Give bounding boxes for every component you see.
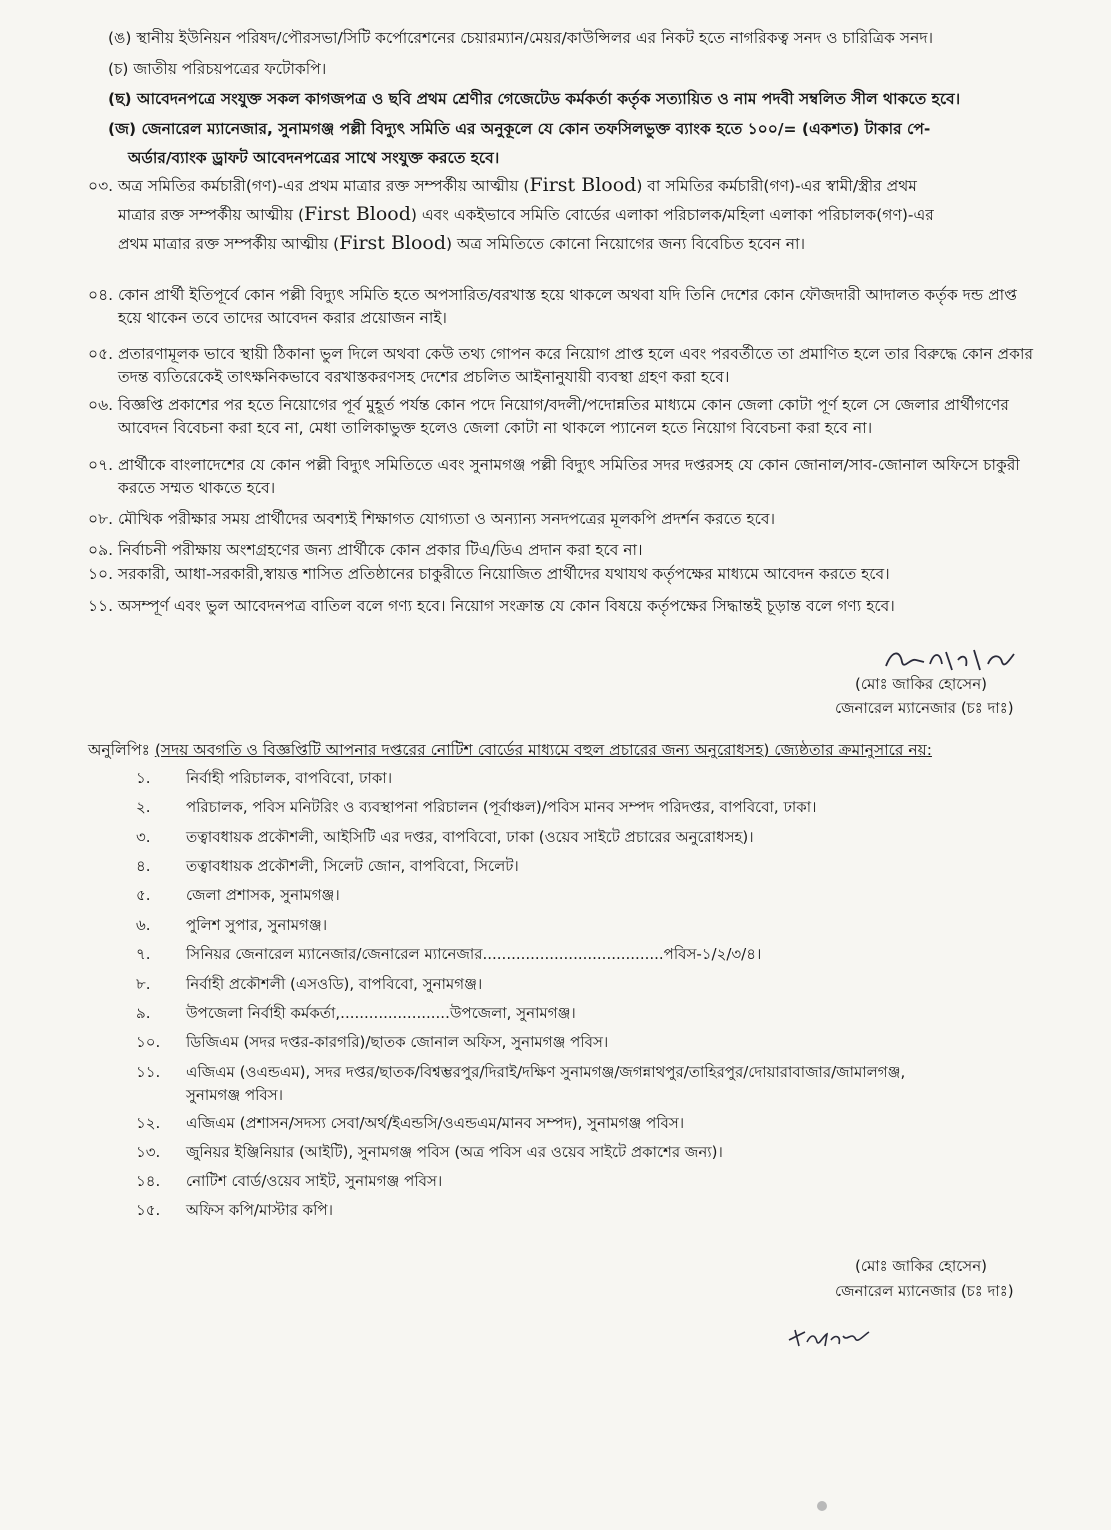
- cc-item-2: ২. পরিচালক, পবিস মনিটরিং ও ব্যবস্থাপনা পরিচালন (পূর্বাঞ্চল)/পবিস মানব সম্পদ পরিদপ্তর, বাপবিবো, ঢাকা।: [136, 798, 817, 816]
- cc-item-7: ৭. সিনিয়র জেনারেল ম্যানেজার/জেনারেল ম্যানেজার......................................পবিস-১/২/৩/৪।: [136, 945, 762, 963]
- cc-item-3: ৩. তত্বাবধায়ক প্রকৌশলী, আইসিটি এর দপ্তর, বাপবিবো, ঢাকা (ওয়েব সাইটে প্রচারের অনুরোধসহ)।: [136, 828, 754, 846]
- cc-item-8: ৮. নির্বাহী প্রকৌশলী (এসওডি), বাপবিবো, সুনামগঞ্জ।: [136, 975, 483, 993]
- signature2-name: (মোঃ জাকির হোসেন): [855, 1257, 988, 1275]
- cc-item-6: ৬. পুলিশ সুপার, সুনামগঞ্জ।: [136, 916, 328, 934]
- cc-item-5: ৫. জেলা প্রশাসক, সুনামগঞ্জ।: [136, 886, 340, 904]
- cc-item-1: ১. নির্বাহী পরিচালক, বাপবিবো, ঢাকা।: [136, 769, 393, 787]
- signature1-name: (মোঃ জাকির হোসেন): [855, 675, 988, 693]
- para-04-line2: হয়ে থাকেন তবে তাদের আবেদন করার প্রয়োজন নাই।: [118, 309, 447, 327]
- initials-signature-icon: [785, 1322, 885, 1352]
- signature1-title: জেনারেল ম্যানেজার (চঃ দাঃ): [835, 699, 1014, 717]
- cc-item-15: ১৫. অফিস কপি/মাস্টার কপি।: [136, 1201, 333, 1219]
- signature2-title: জেনারেল ম্যানেজার (চঃ দাঃ): [835, 1282, 1014, 1300]
- cc-item-11-cont: সুনামগঞ্জ পবিস।: [186, 1086, 284, 1104]
- cc-item-14: ১৪. নোটিশ বোর্ড/ওয়েব সাইট, সুনামগঞ্জ পবিস।: [136, 1172, 443, 1190]
- item-cha: (চ) জাতীয় পরিচয়পত্রের ফটোকপি।: [108, 60, 327, 78]
- para-07-line2: করতে সম্মত থাকতে হবে।: [118, 479, 276, 497]
- para-03-line1: ০৩. অত্র সমিতির কর্মচারী(গণ)-এর প্রথম মাত্রার রক্ত সম্পর্কীয় আত্মীয় (First Blood) বা সমিতির কর্মচারী(গণ)-এর স্বামী/স্ত্রীর প্রথম: [88, 174, 917, 196]
- annex-heading: অনুলিপিঃ (সদয় অবগতি ও বিজ্ঞপ্তিটি আপনার দপ্তরের নোটিশ বোর্ডের মাধ্যমে বহুল প্রচারের জন্য অনুরোধসহ) জ্যেষ্ঠতার ক্রমানুসারে নয়:: [88, 741, 932, 759]
- cc-item-4: ৪. তত্বাবধায়ক প্রকৌশলী, সিলেট জোন, বাপবিবো, সিলেট।: [136, 857, 519, 875]
- item-chha: (ছ) আবেদনপত্রে সংযুক্ত সকল কাগজপত্র ও ছবি প্রথম শ্রেণীর গেজেটেড কর্মকর্তা কর্তৃক সত্যায়িত ও নাম পদবী সম্বলিত সীল থাকতে হবে।: [108, 90, 961, 108]
- para-05-line2: তদন্ত ব্যতিরেকেই তাৎক্ষনিকভাবে বরখাস্তকরণসহ দেশের প্রচলিত আইনানুযায়ী ব্যবস্থা গ্রহণ করা হবে।: [118, 368, 730, 386]
- para-06-line2: আবেদন বিবেচনা করা হবে না, মেধা তালিকাভুক্ত হলেও জেলা কোটা না থাকলে প্যানেল হতে নিয়োগ বিবেচনা করা হবে না।: [118, 419, 873, 437]
- cc-item-12: ১২. এজিএম (প্রশাসন/সদস্য সেবা/অর্থ/ইএন্ডসি/ওএন্ডএম/মানব সম্পদ), সুনামগঞ্জ পবিস।: [136, 1114, 685, 1132]
- para-03-line3: প্রথম মাত্রার রক্ত সম্পর্কীয় আত্মীয় (First Blood) অত্র সমিতিতে কোনো নিয়োগের জন্য বিবেচিত হবেন না।: [118, 232, 806, 254]
- para-10: ১০. সরকারী, আধা-সরকারী,স্বায়ত্ত শাসিত প্রতিষ্ঠানের চাকুরীতে নিয়োজিত প্রার্থীদের যথাযথ কর্তৃপক্ষের মাধ্যমে আবেদন করতে হবে।: [88, 565, 890, 583]
- cc-item-13: ১৩. জুনিয়র ইঞ্জিনিয়ার (আইটি), সুনামগঞ্জ পবিস (অত্র পবিস এর ওয়েব সাইটে প্রকাশের জন্য)।: [136, 1143, 723, 1161]
- para-03-line2: মাত্রার রক্ত সম্পর্কীয় আত্মীয় (First Blood) এবং একইভাবে সমিতি বোর্ডের এলাকা পরিচালক/মহিলা এলাকা পরিচালক(গণ)-এর: [118, 203, 934, 225]
- para-09: ০৯. নির্বাচনী পরীক্ষায় অংশগ্রহণের জন্য প্রার্থীকে কোন প্রকার টিএ/ডিএ প্রদান করা হবে না।: [88, 541, 643, 559]
- para-07-line1: ০৭. প্রার্থীকে বাংলাদেশের যে কোন পল্লী বিদ্যুৎ সমিতিতে এবং সুনামগঞ্জ পল্লী বিদ্যুৎ সমিতির সদর দপ্তরসহ যে কোন জোনাল/সাব-জোনাল অফিসে চাকুরী: [88, 456, 1020, 474]
- cc-item-11: ১১. এজিএম (ওএন্ডএম), সদর দপ্তর/ছাতক/বিশ্বম্ভরপুর/দিরাই/দক্ষিণ সুনামগঞ্জ/জগন্নাথপুর/তাহিরপুর/দোয়ারাবাজার/জামালগঞ্জ,: [136, 1063, 906, 1081]
- cc-item-10: ১০. ডিজিএম (সদর দপ্তর-কারগরি)/ছাতক জোনাল অফিস, সুনামগঞ্জ পবিস।: [136, 1033, 609, 1051]
- para-05-line1: ০৫. প্রতারণামূলক ভাবে স্থায়ী ঠিকানা ভুল দিলে অথবা কেউ তথ্য গোপন করে নিয়োগ প্রাপ্ত হলে এবং পরবর্তীতে তা প্রমাণিত হলে তার বিরুদ্ধে কোন প্রকার: [88, 345, 1033, 363]
- item-ja: (জ) জেনারেল ম্যানেজার, সুনামগঞ্জ পল্লী বিদ্যুৎ সমিতি এর অনুকূলে যে কোন তফসিলভুক্ত ব্যাংক হতে ১০০/= (একশত) টাকার পে-: [108, 120, 931, 138]
- para-11: ১১. অসম্পূর্ণ এবং ভুল আবেদনপত্র বাতিল বলে গণ্য হবে। নিয়োগ সংক্রান্ত যে কোন বিষয়ে কর্তৃপক্ষের সিদ্ধান্তই চূড়ান্ত বলে গণ্য হবে।: [88, 597, 895, 615]
- para-06-line1: ০৬. বিজ্ঞপ্তি প্রকাশের পর হতে নিয়োগের পূর্ব মুহূর্ত পর্যন্ত কোন পদে নিয়োগ/বদলী/পদোন্নতির মাধ্যমে কোন জেলা কোটা পূর্ণ হলে সে জেলার প্রার্থীগণের: [88, 396, 1009, 414]
- para-08: ০৮. মৌখিক পরীক্ষার সময় প্রার্থীদের অবশ্যই শিক্ষাগত যোগ্যতা ও অন্যান্য সনদপত্রের মূলকপি প্রদর্শন করতে হবে।: [88, 510, 775, 528]
- cc-item-9: ৯. উপজেলা নির্বাহী কর্মকর্তা,.......................উপজেলা, সুনামগঞ্জ।: [136, 1004, 576, 1022]
- scan-speck-icon: [812, 1496, 836, 1516]
- item-ja-cont: অর্ডার/ব্যাংক ড্রাফট আবেদনপত্রের সাথে সংযুক্ত করতে হবে।: [128, 149, 500, 167]
- item-nga: (ঙ) স্থানীয় ইউনিয়ন পরিষদ/পৌরসভা/সিটি কর্পোরেশনের চেয়ারম্যান/মেয়র/কাউন্সিলর এর নিকট হতে নাগরিকত্ব সনদ ও চারিত্রিক সনদ।: [108, 29, 934, 47]
- para-04-line1: ০৪. কোন প্রার্থী ইতিপূর্বে কোন পল্লী বিদ্যুৎ সমিতি হতে অপসারিত/বরখাস্ত হয়ে থাকলে অথবা যদি তিনি দেশের কোন ফৌজদারী আদালত কর্তৃক দন্ড প্রাপ্ত: [88, 286, 1017, 304]
